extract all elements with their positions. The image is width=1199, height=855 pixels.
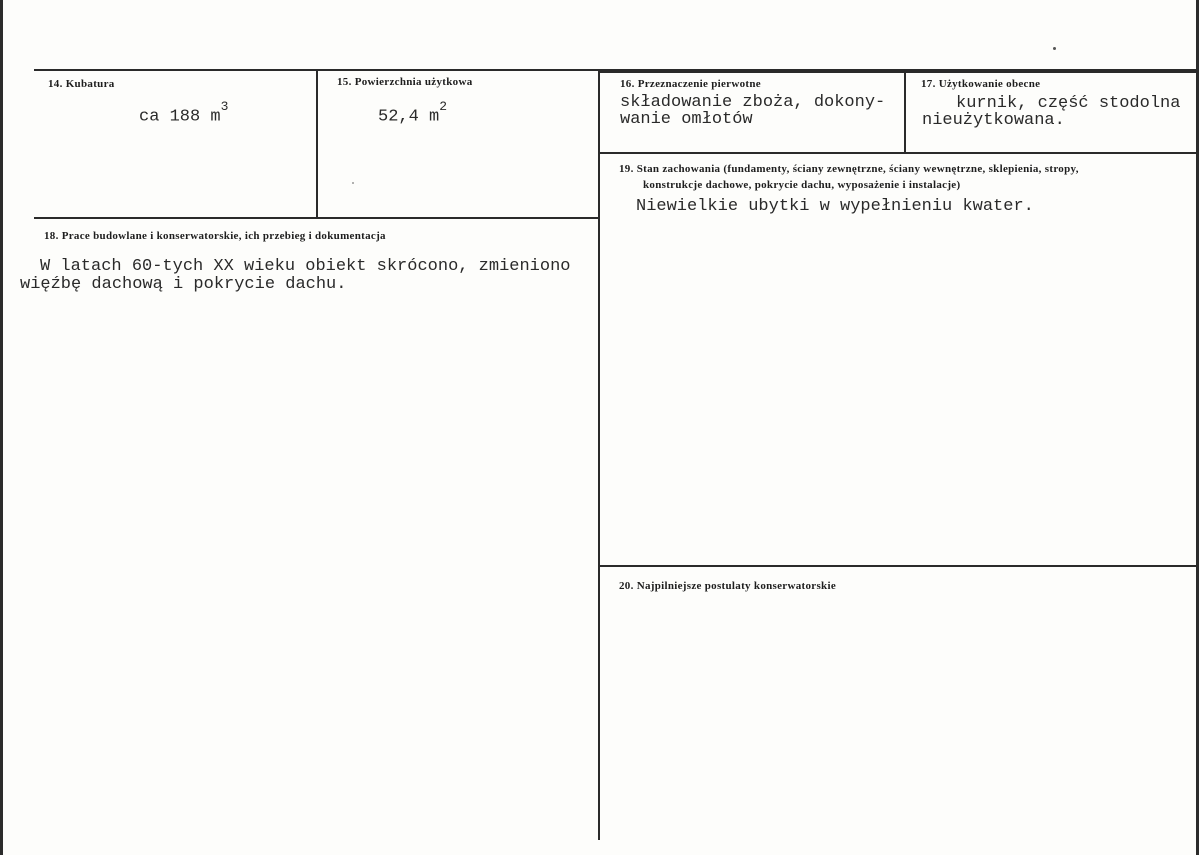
field-19-label: 19. Stan zachowania (fundamenty, ściany zewnętrzne, ściany wewnętrzne, sklepienia, stropy, — [619, 163, 1079, 175]
speck — [352, 182, 354, 184]
field-20-label: 20. Najpilniejsze postulaty konserwatorskie — [619, 580, 837, 592]
rule-under-16-17 — [600, 152, 1196, 154]
field-18-label: 18. Prace budowlane i konserwatorskie, ich przebieg i dokumentacja — [44, 230, 386, 242]
field-19-label-cont: konstrukcje dachowe, pokrycie dachu, wyposażenie i instalacje) — [643, 179, 961, 191]
field-17-label: 17. Użytkowanie obecne — [921, 78, 1041, 90]
field-19-value: Niewielkie ubytki w wypełnieniu kwater. — [636, 197, 1034, 216]
field-18-value-line2: więźbę dachową i pokrycie dachu. — [20, 275, 347, 294]
field-18-value-line1: W latach 60-tych XX wieku obiekt skrócono, zmieniono — [40, 257, 571, 276]
field-15-value: 52,4 $m^2$ — [378, 99, 448, 127]
field-15-label: 15. Powierzchnia użytkowa — [337, 76, 473, 88]
field-16-value-line1: składowanie zboża, dokony- — [620, 93, 886, 112]
divider-center — [598, 70, 600, 840]
field-17-value-line1: kurnik, część stodolna — [956, 94, 1181, 113]
field-17-value-line2: nieużytkowana. — [922, 111, 1065, 130]
field-14-label: 14. Kubatura — [48, 78, 115, 90]
rule-above-20 — [600, 565, 1196, 567]
divider-16-17 — [904, 72, 906, 152]
page-edge-left — [0, 0, 3, 855]
field-16-value-line2: wanie omłotów — [620, 110, 753, 129]
rule-top-right — [600, 71, 1196, 73]
divider-14-15 — [316, 70, 318, 218]
field-14-value: ca 188 $m^3$ — [139, 99, 229, 127]
speck — [1053, 47, 1056, 50]
field-16-label: 16. Przeznaczenie pierwotne — [620, 78, 761, 90]
